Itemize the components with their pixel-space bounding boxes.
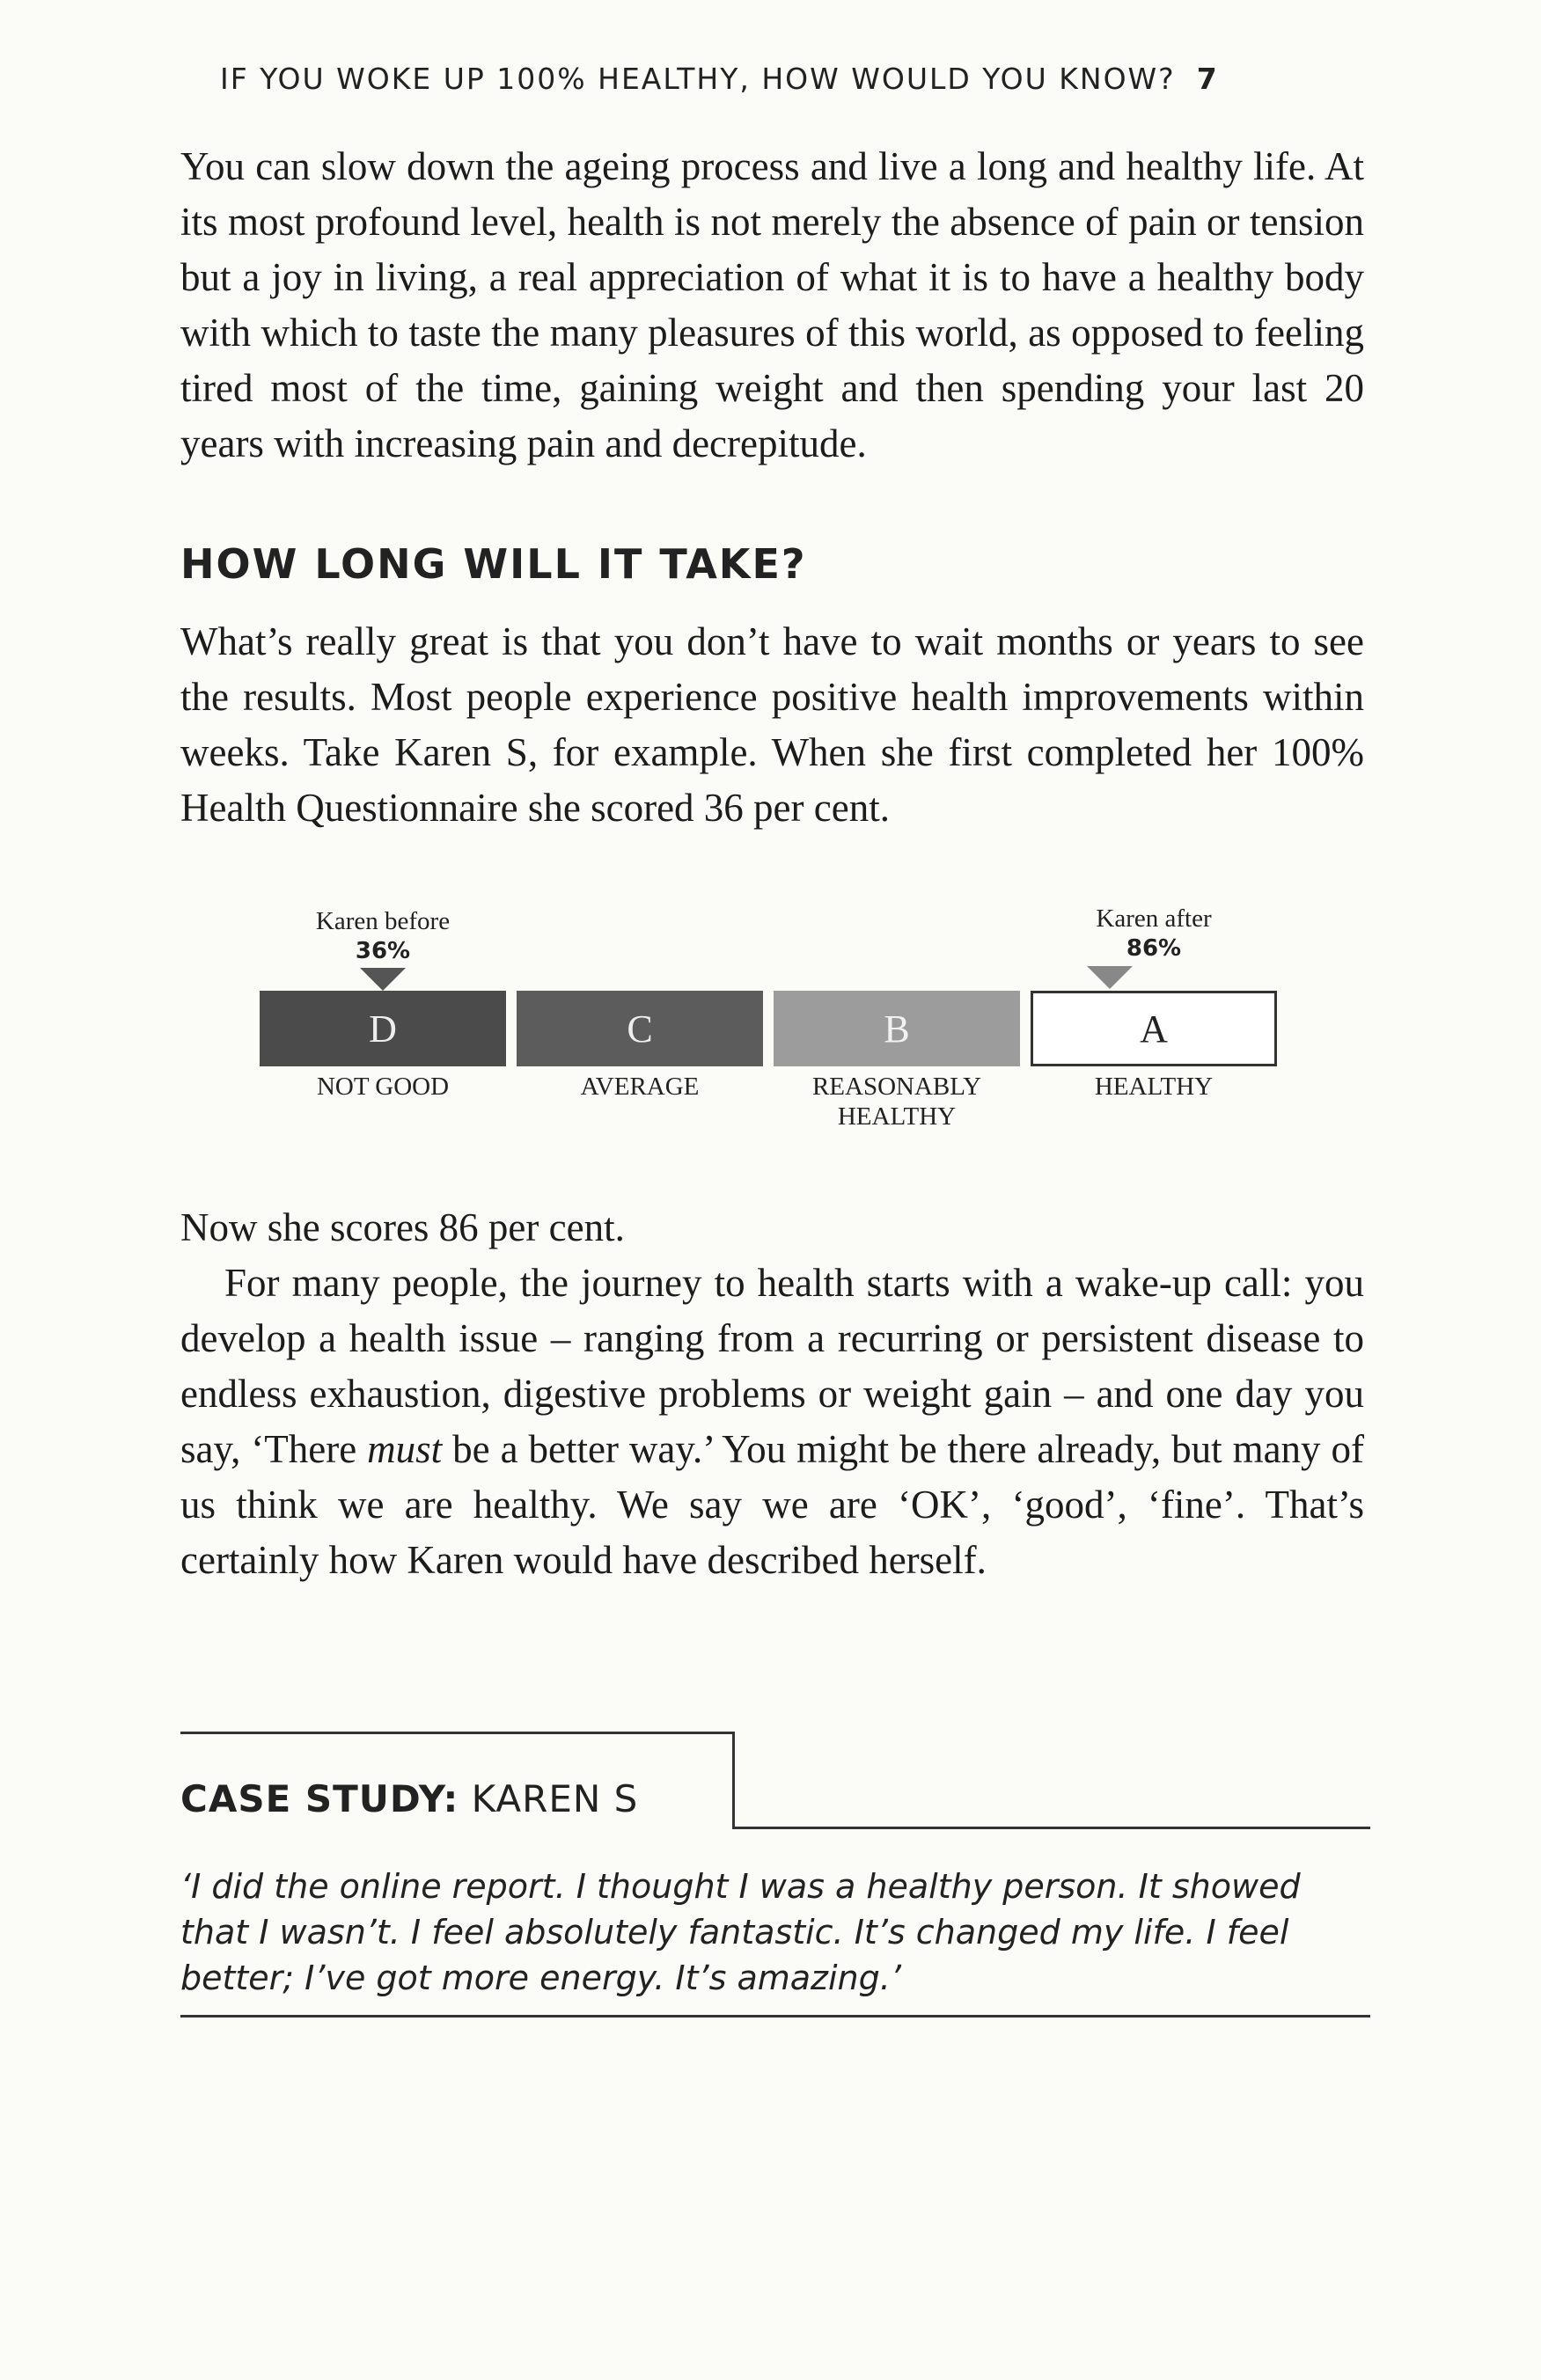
grade-letter: D (369, 1007, 397, 1051)
emphasis: must (367, 1427, 443, 1471)
case-study-name: KAREN S (471, 1777, 639, 1820)
paragraph-1: You can slow down the ageing process and live a long and healthy life. At its most profound level, health is not merely the absence of pain or tension but a joy in living, a real appreciation of what it is to have a healthy body with which to taste the many pleasures of this world, as opposed to feeling tired most of the time, gaining weight and then spending your last 20 years with increasing pain and decrepitude. (180, 144, 1364, 465)
case-study-title (180, 1777, 638, 1820)
grade-letter: B (884, 1007, 910, 1051)
grade-category: REASONABLY HEALTHY (811, 1073, 982, 1131)
paragraph-2: What’s really great is that you don’t have to wait months or years to see the results. Most people experience positive health improvements within weeks. Take Karen S, for example. When she first completed her 100% Health Questionnaire she scored 36 per cent. (180, 619, 1364, 830)
grade-category: NOT GOOD (316, 1073, 450, 1101)
grade-bar-a (1031, 991, 1277, 1066)
case-study-rule-bottom (180, 2015, 1370, 2018)
case-study-label: CASE STUDY: (180, 1777, 459, 1820)
after-label: Karen after (1096, 904, 1212, 933)
case-study-rule-vertical (732, 1732, 735, 1828)
page-number: 7 (1196, 62, 1219, 96)
case-study-rule-top (180, 1732, 733, 1734)
grade-category: AVERAGE (580, 1073, 700, 1101)
before-pointer-icon (360, 968, 406, 991)
grade-category: HEALTHY (1094, 1073, 1214, 1101)
running-head-title: IF YOU WOKE UP 100% HEALTHY, HOW WOULD YOU KNOW? (220, 62, 1176, 96)
grade-letter: C (627, 1007, 653, 1051)
before-label: Karen before (315, 907, 451, 935)
before-marker-label (277, 906, 488, 966)
health-scale (260, 889, 1285, 1153)
grade-bar-d (260, 991, 506, 1066)
paragraph-1-block (180, 139, 1364, 472)
after-marker-label (1031, 904, 1277, 963)
grade-bar-b (774, 991, 1020, 1066)
grade-letter: A (1140, 1007, 1168, 1051)
running-head (220, 62, 1364, 96)
before-value: 36% (355, 938, 411, 964)
paragraph-3: Now she scores 86 per cent. (180, 1205, 625, 1249)
case-study-rule-middle (732, 1827, 1370, 1829)
paragraph-3-4-block (180, 1200, 1364, 1588)
after-pointer-icon (1087, 966, 1133, 989)
grade-bar-c (517, 991, 763, 1066)
section-heading: HOW LONG WILL IT TAKE? (180, 540, 807, 588)
paragraph-2-block (180, 614, 1364, 836)
paragraph-4: For many people, the journey to health starts with a wake-up call: you develop a health issue – ranging from a recurring or persistent disease to endless exhaustion, digestive problems or weight gain – and one day you say, ‘There must be a better way.’ You might be there already, but many of us think we are healthy. We say we are ‘OK’, ‘good’, ‘fine’. That’s certainly how Karen would have described herself. (180, 1261, 1365, 1582)
case-study-quote: ‘I did the online report. I thought I was a healthy person. It showed that I wasn’t. I feel absolutely fantastic. It’s changed my life. I feel better; I’ve got more energy. It’s amazing.’ (180, 1867, 1301, 1997)
after-value: 86% (1126, 935, 1182, 962)
